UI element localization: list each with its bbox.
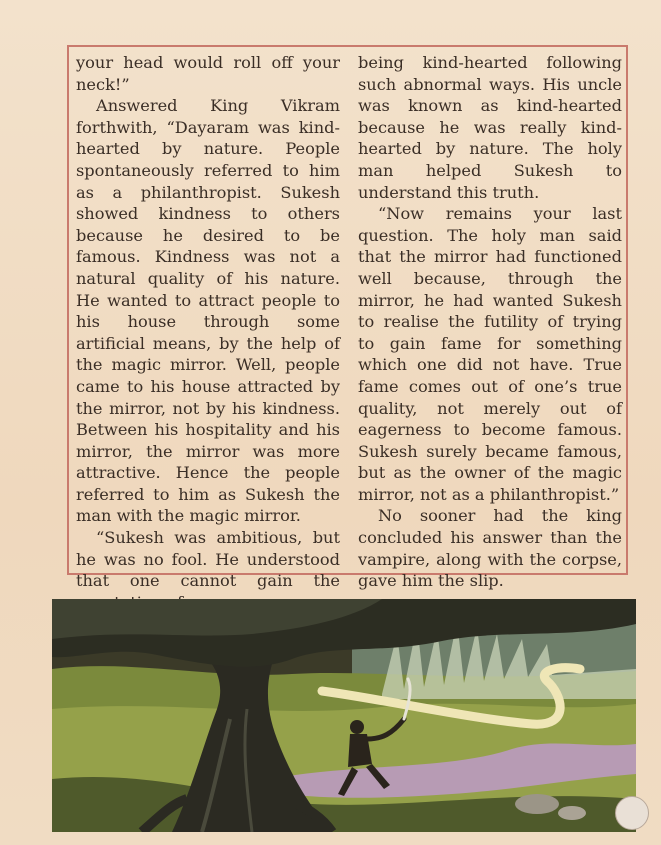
paragraph: being kind-hearted following such abnormal ways. His uncle was known as kind-hearted because he was really kind-hearted by nature. The holy man helped Sukesh to understand this truth. <box>358 53 622 202</box>
paragraph: No sooner had the king concluded his answer than the vampire, along with the corpse, gave him the slip. <box>358 506 622 591</box>
story-illustration <box>52 599 636 832</box>
right-text-column <box>358 52 622 592</box>
paragraph: “Sukesh was ambitious, but he was no fool. He understood that one cannot gain the <box>76 528 340 591</box>
paragraph: Answered King Vikram forthwith, “Dayaram was kind-hearted by nature. People spontaneously referred to him as a philanthropist. Sukesh showed kindness to others because he desired to be famous. Kindness was not a natural quality of his nature. He wanted to attract people to his house through some artificial means, by the help of the magic mirror. Well, people came to his house attracted by the mirror, not by his kindness. Between his hospitality and his mirror, the mirror was more attractive. Hence the people referred to him as Sukesh the man with the magic mirror. <box>76 96 340 526</box>
story-text-frame <box>67 45 628 591</box>
left-text-column <box>76 52 340 613</box>
paragraph: your head would roll off your neck!” <box>76 53 340 94</box>
publisher-logo <box>615 796 649 830</box>
paragraph: “Now remains your last question. The holy man said that the mirror had functioned well because, through the mirror, he had wanted Sukesh to realise the futility of trying to gain fame for something which one did not have. True fame comes out of one’s true quality, not merely out of eagerness to become famous. Sukesh surely became famous, but as the owner of the magic mirror, not as a philanthropist.” <box>358 204 622 504</box>
